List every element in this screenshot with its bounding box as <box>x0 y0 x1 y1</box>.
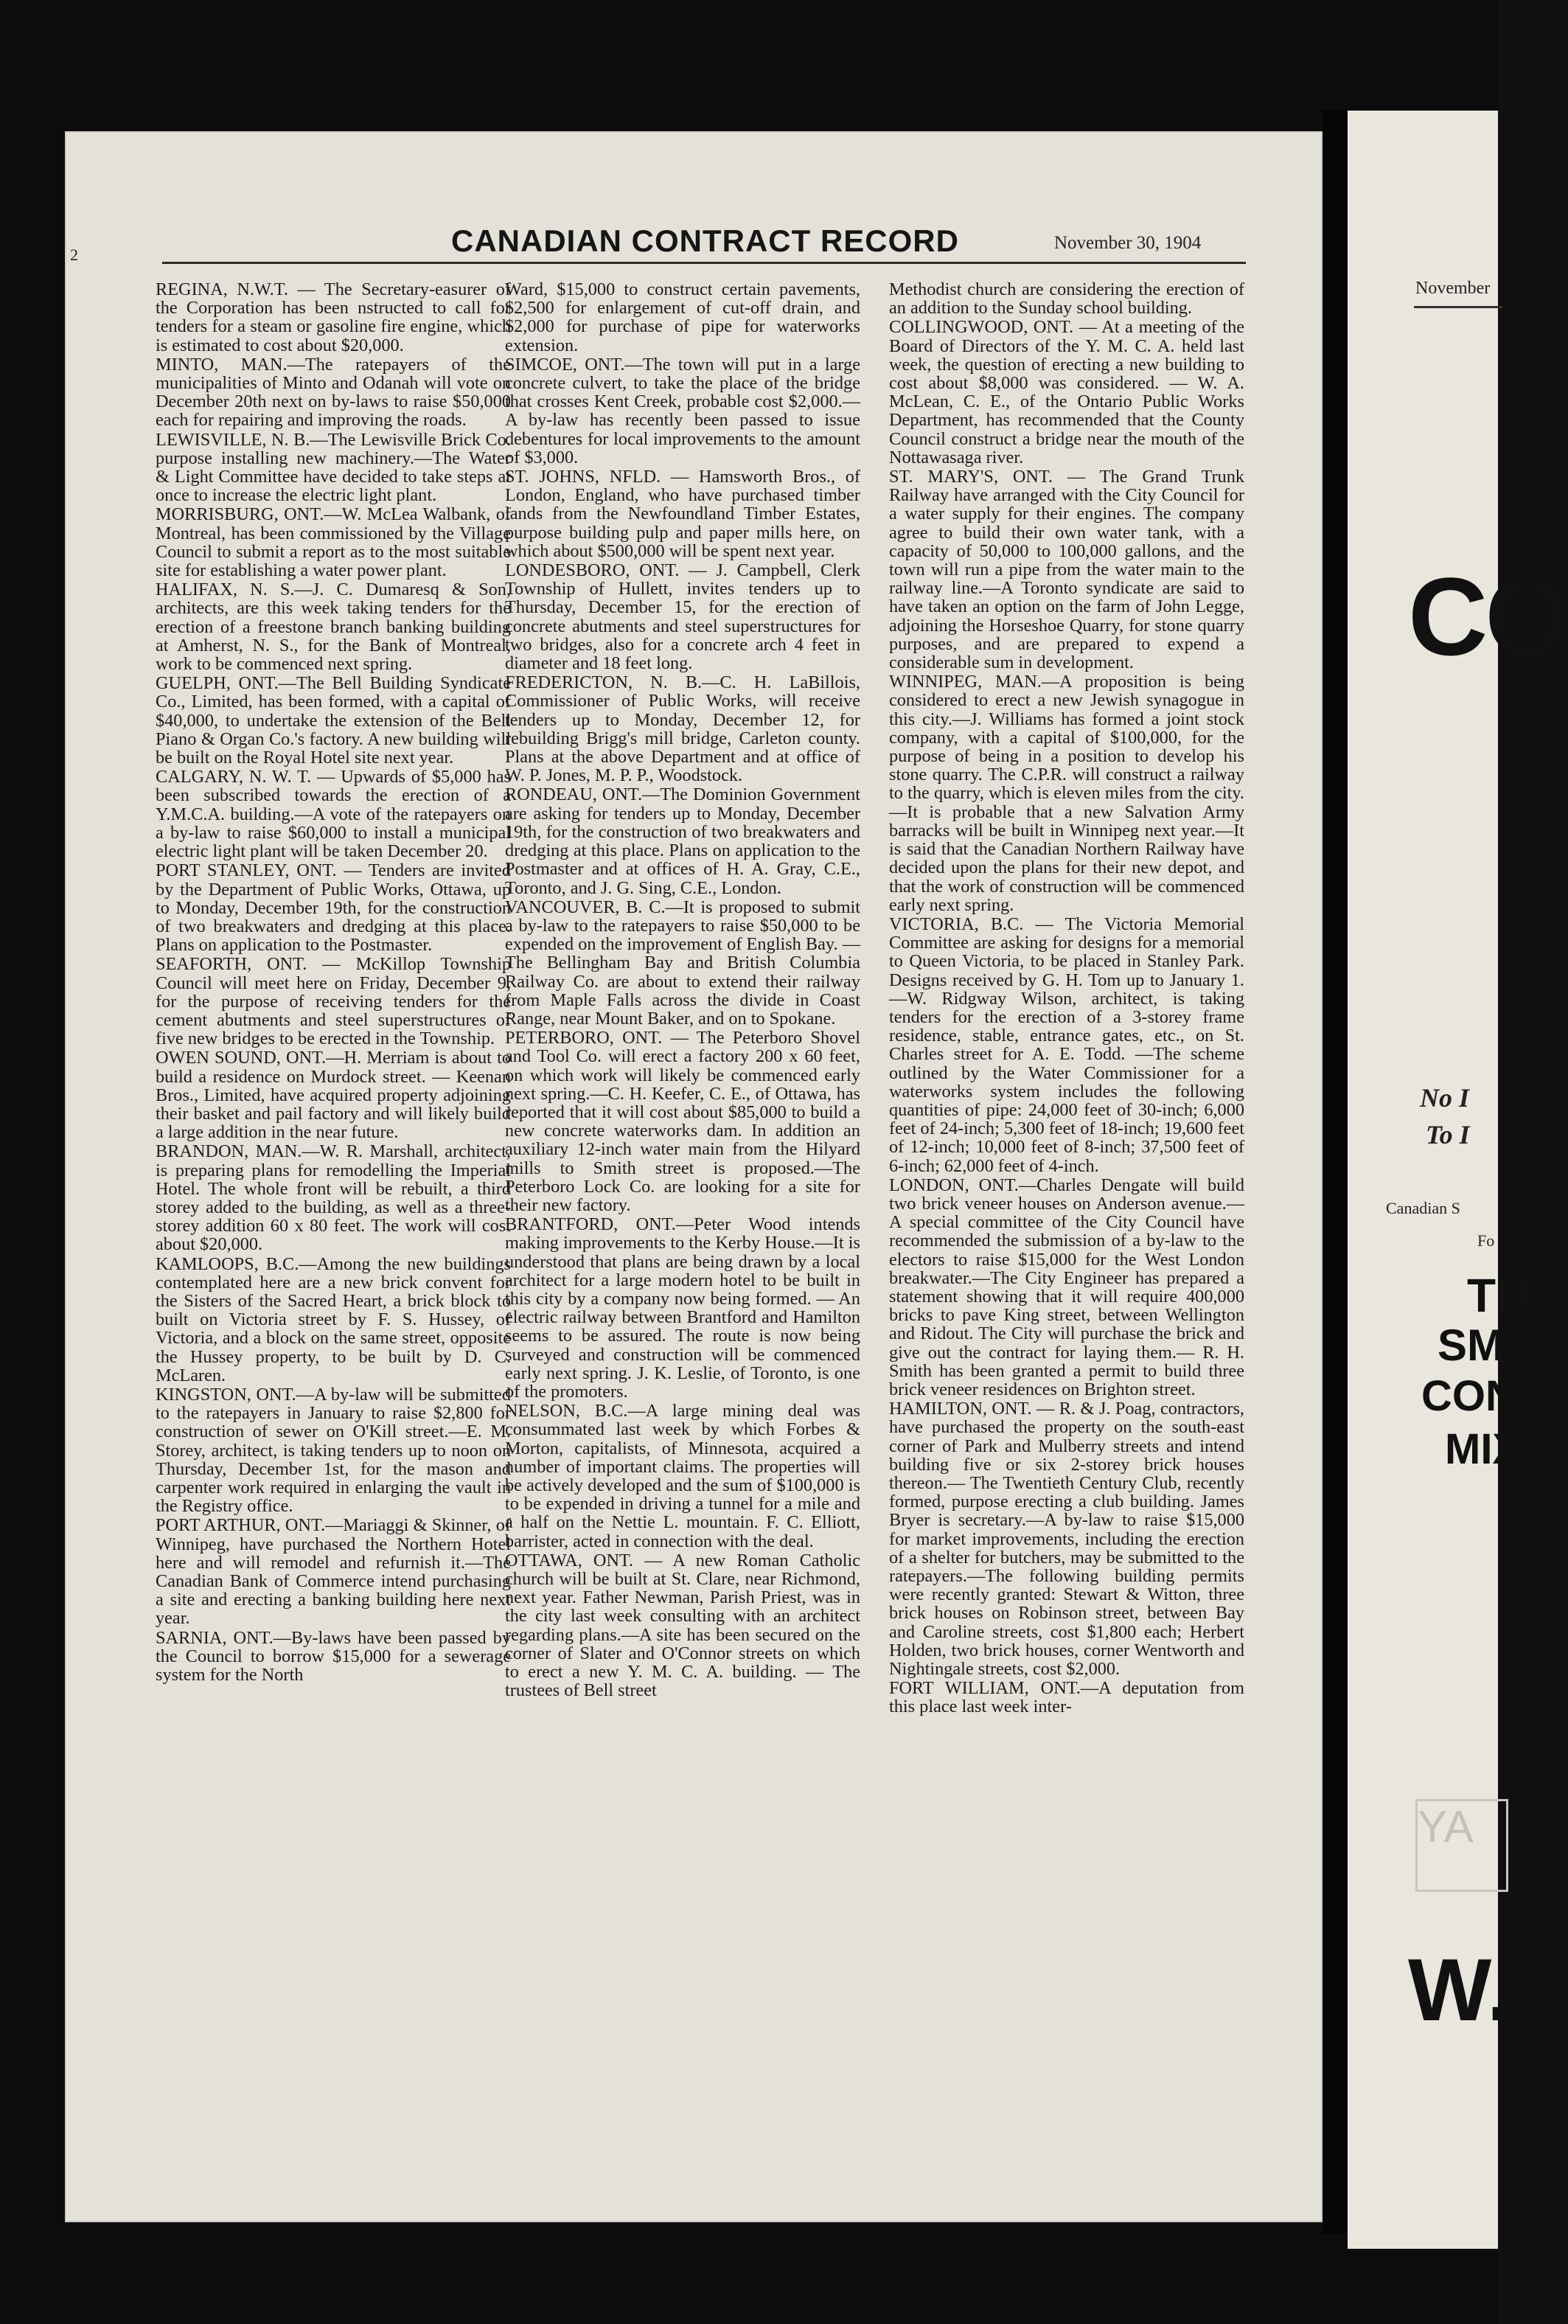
news-item: FORT WILLIAM, ONT.—A deputation from this place last week inter- <box>889 1678 1244 1717</box>
news-item: ST. JOHNS, NFLD. — Hamsworth Bros., of London, England, who have purchased timber lands from the Newfoundland Timber Estates, purpose building pulp and paper mills here, on which about $500,000 will be spent next year. <box>505 467 860 561</box>
facing-page-date: November <box>1415 279 1491 298</box>
news-item: OWEN SOUND, ONT.—H. Merriam is about to build a residence on Murdock street. — Keenan Bros., Limited, have acquired property adjoining their basket and pail factory and will likely build a large addition in the near future. <box>156 1048 511 1143</box>
news-item: FREDERICTON, N. B.—C. H. LaBillois, Commissioner of Public Works, will receive tenders up to Monday, December 12, for rebuilding Brigg's mill bridge, Carleton county. Plans at the above Department and at office of W. P. Jones, M. P. P., Woodstock. <box>505 672 860 786</box>
news-item: KINGSTON, ONT.—A by-law will be submitted to the ratepayers in January to raise $2,800 for construction of sewer on O'Kill street.—E. M. Storey, architect, is taking tenders up to noon on Thursday, December 1st, for the mason and carpenter work required in enlarging the vault in the Registry office. <box>156 1384 511 1517</box>
news-item: VANCOUVER, B. C.—It is proposed to submit a by-law to the ratepayers to raise $50,000 to be expended on the improvement of English Bay. — The Bellingham Bay and British Columbia Railway Co. are about to extend their railway from Maple Falls across the divide in Coast Range, near Mount Baker, and on to Spokane. <box>505 897 860 1029</box>
news-item: COLLINGWOOD, ONT. — At a meeting of the Board of Directors of the Y. M. C. A. held last week, the question of erecting a new building to cost about $8,000 was considered. — W. A. McLean, C. E., of the Ontario Public Works Department, has recommended that the County Council construct a bridge near the mouth of the Nottawasaga river. <box>889 317 1244 467</box>
news-item: MORRISBURG, ONT.—W. McLea Walbank, of Montreal, has been commissioned by the Village Council to submit a report as to the most suitable site for establishing a water power plant. <box>156 504 511 581</box>
header-rule <box>162 262 1246 264</box>
facing-page-text-1: Canadian S <box>1386 1199 1460 1217</box>
news-item: CALGARY, N. W. T. — Upwards of $5,000 has been subscribed towards the erection of a Y.M.C.A. building.—A vote of the ratepayers on a by-law to raise $60,000 to install a municipal electric light plant will be taken December 20. <box>156 767 511 862</box>
facing-page-bold-1: TH <box>1467 1269 1530 1322</box>
facing-page-italic-2: To I <box>1426 1120 1470 1149</box>
journal-title: CANADIAN CONTRACT RECORD <box>451 223 959 258</box>
news-item: RONDEAU, ONT.—The Dominion Government are asking for tenders up to Monday, December 19th, for the construction of two breakwaters and dredging at this place. Plans on application to the Postmaster and at offices of H. A. Gray, C.E., Toronto, and J. G. Sing, C.E., London. <box>505 784 860 898</box>
facing-page-rule <box>1414 306 1502 308</box>
news-item: NELSON, B.C.—A large mining deal was consummated last week by which Forbes & Morton, capitalists, of Minnesota, acquired a number of important claims. The properties will be actively developed and the sum of $100,000 is to be expended in driving a tunnel for a mile and a half on the Nettie L. mountain. F. C. Elliott, barrister, acted in connection with the deal. <box>505 1401 860 1551</box>
news-item: SIMCOE, ONT.—The town will put in a large concrete culvert, to take the place of the bridge that crosses Kent Creek, probable cost $2,000.—A by-law has recently been passed to issue debentures for local improvements to the amount of $3,000. <box>505 354 860 467</box>
news-item: LONDON, ONT.—Charles Dengate will build two brick veneer houses on Anderson avenue.—A special committee of the City Council have recommended the submission of a by-law to the electors to raise $15,000 for the West London breakwater.—The City Engineer has prepared a statement showing that it will require 400,000 bricks to pave King street, between Wellington and Ridout. The City will purchase the brick and give out the contract for laying them.— R. H. Smith has been granted a permit to build three brick veneer residences on Brighton street. <box>889 1175 1244 1399</box>
news-item: MINTO, MAN.—The ratepayers of the municipalities of Minto and Odanah will vote on December 20th next on by-laws to raise $50,000 each for repairing and improving the roads. <box>156 354 511 431</box>
facing-page-masthead: CO <box>1408 554 1568 678</box>
news-item: REGINA, N.W.T. — The Secretary-easurer of the Corporation has been nstructed to call for tenders for a steam or gasoline fire engine, which is estimated to cost about $20,000. <box>156 279 511 355</box>
news-item: WINNIPEG, MAN.—A proposition is being considered to erect a new Jewish synagogue in this city.—J. Williams has formed a joint stock company, with a capital of $100,000, for the purpose of being in a position to develop his stone quarry. The C.P.R. will construct a railway to the quarry, which is eleven miles from the city.—It is probable that a new Salvation Army barracks will be built in Winnipeg next year.—It is said that the Canadian Northern Railway have decided upon the plans for their new depot, and that the work of construction will be commenced early next spring. <box>889 672 1244 915</box>
issue-date: November 30, 1904 <box>1054 233 1202 253</box>
news-item: Ward, $15,000 to construct certain pavements, $2,500 for enlargement of cut-off drain, and $2,000 for purchase of pipe for waterworks extension. <box>505 279 860 355</box>
facing-page-text-2: Fo <box>1477 1231 1495 1250</box>
news-item: BRANTFORD, ONT.—Peter Wood intends making improvements to the Kerby House.—It is understood that plans are being drawn by a local architect for a large modern hotel to be built in this city by a company now being formed. — An electric railway between Brantford and Hamilton seems to be assured. The route is now being surveyed and construction will be commenced early next spring. J. K. Leslie, of Toronto, is one of the promoters. <box>505 1214 860 1402</box>
news-item: VICTORIA, B.C. — The Victoria Memorial Committee are asking for designs for a memorial to Queen Victoria, to be placed in Stanley Park. Designs received by G. H. Tom up to January 1. —W. Ridgway Wilson, architect, is taking tenders for the erection of a 3-storey frame residence, stable, entrance gates, etc., on St. Charles street for A. E. Todd. —The scheme outlined by the Water Commissioner for a waterworks system includes the following quantities of pipe: 24,000 feet of 30-inch; 6,000 feet of 24-inch; 5,300 feet of 18-inch; 19,600 feet of 12-inch; 10,000 feet of 8-inch; 37,500 feet of 6-inch; 62,000 feet of 4-inch. <box>889 914 1244 1176</box>
news-item: GUELPH, ONT.—The Bell Building Syndicate Co., Limited, has been formed, with a capital of $40,000, to undertake the extension of the Bell Piano & Organ Co.'s factory. A new building will be built on the Royal Hotel site next year. <box>156 673 511 768</box>
column-2 <box>505 280 860 2094</box>
news-item: ST. MARY'S, ONT. — The Grand Trunk Railway have arranged with the City Council for a water supply for their engines. The company agree to build their own water tank, with a capacity of 50,000 to 100,000 gallons, and the town will run a pipe from the water main to the railway line.—A Toronto syndicate are said to have taken an option on the farm of John Legge, adjoining the Horseshoe Quarry, for stone quarry purposes, and are prepared to expend a considerable sum in development. <box>889 467 1244 673</box>
facing-page-bold-2: SM <box>1438 1321 1504 1370</box>
page-number: 2 <box>70 246 78 264</box>
news-item: LONDESBORO, ONT. — J. Campbell, Clerk Township of Hullett, invites tenders up to Thursday, December 15, for the erection of concrete abutments and steel superstructures for two bridges, also for a concrete arch 4 feet in diameter and 18 feet long. <box>505 560 860 674</box>
news-item: BRANDON, MAN.—W. R. Marshall, architect, is preparing plans for remodelling the Imperial Hotel. The whole front will be rebuilt, a third storey added to the building, as well as a three-storey addition 60 x 80 feet. The work will cost about $20,000. <box>156 1141 511 1255</box>
column-1 <box>156 280 511 2094</box>
facing-page-bold-4: MIX <box>1445 1425 1522 1473</box>
news-item: SEAFORTH, ONT. — McKillop Township Council will meet here on Friday, December 9, for the purpose of receiving tenders for the cement abutments and steel superstructures of five new bridges to be erected in the Township. <box>156 954 511 1049</box>
facing-page-bottom: W. <box>1408 1941 1511 2039</box>
news-item: SARNIA, ONT.—By-laws have been passed by the Council to borrow $15,000 for a sewerage system for the North <box>156 1627 511 1685</box>
news-item: HAMILTON, ONT. — R. & J. Poag, contractors, have purchased the property on the south-east corner of Park and Mulberry streets and intend building five or six 2-storey brick houses thereon.— The Twentieth Century Club, recently formed, purpose erecting a club building. James Bryer is secretary.—A by-law to raise $15,000 for market improvements, including the erection of a shelter for butchers, may be submitted to the ratepayers.—The following building permits were recently granted: Stewart & Witton, three brick houses on Robinson street, between Bay and Caroline streets, cost $1,800 each; Herbert Holden, two brick houses, corner Wentworth and Nightingale streets, cost $2,000. <box>889 1399 1244 1680</box>
binding-gutter <box>1323 111 1349 2234</box>
news-item: PETERBORO, ONT. — The Peterboro Shovel and Tool Co. will erect a factory 200 x 60 feet, on which work will likely be commenced early next spring.—C. H. Keefer, C. E., of Ottawa, has reported that it will cost about $85,000 to build a new concrete waterworks dam. In addition an auxiliary 12-inch water main from the Hilyard mills to Smith street is proposed.—The Peterboro Lock Co. are looking for a site for their new factory. <box>505 1028 860 1215</box>
facing-page-faint-panel <box>1415 1799 1508 1892</box>
news-item: LEWISVILLE, N. B.—The Lewisville Brick Co. purpose installing new machinery.—The Water & Light Committee have decided to take steps at once to increase the electric light plant. <box>156 429 511 506</box>
news-item: PORT STANLEY, ONT. — Tenders are invited by the Department of Public Works, Ottawa, up to Monday, December 19th, for the construction of two breakwaters and dredging at this place. Plans on application to the Postmaster. <box>156 860 511 956</box>
news-item: Methodist church are considering the erection of an addition to the Sunday school building. <box>889 279 1244 319</box>
facing-page <box>1348 111 1568 2249</box>
news-item: OTTAWA, ONT. — A new Roman Catholic church will be built at St. Clare, near Richmond, next year. Father Newman, Parish Priest, was in the city last week consulting with an architect regarding plans.—A site has been secured on the corner of Slater and O'Connor streets on which to erect a new Y. M. C. A. building. — The trustees of Bell street <box>505 1550 860 1701</box>
column-3 <box>889 280 1244 2094</box>
news-item: HALIFAX, N. S.—J. C. Dumaresq & Son, architects, are this week taking tenders for the erection of a freestone branch banking building at Amherst, N. S., for the Bank of Montreal, work to be commenced next spring. <box>156 580 511 675</box>
news-item: PORT ARTHUR, ONT.—Mariaggi & Skinner, of Winnipeg, have purchased the Northern Hotel here and will remodel and refurnish it.—The Canadian Bank of Commerce intend purchasing a site and erecting a banking building here next year. <box>156 1515 511 1629</box>
facing-page-bold-3: CONC <box>1421 1372 1547 1420</box>
facing-page-italic-1: No I <box>1420 1083 1470 1113</box>
facing-page-faint-text: YA <box>1418 1802 1474 1851</box>
news-item: KAMLOOPS, B.C.—Among the new buildings contemplated here are a new brick convent for the Sisters of the Sacred Heart, a brick block to built on Victoria street by F. S. Hussey, of Victoria, and a block on the same street, opposite the Hussey property, to be built by D. C. McLaren. <box>156 1253 511 1385</box>
